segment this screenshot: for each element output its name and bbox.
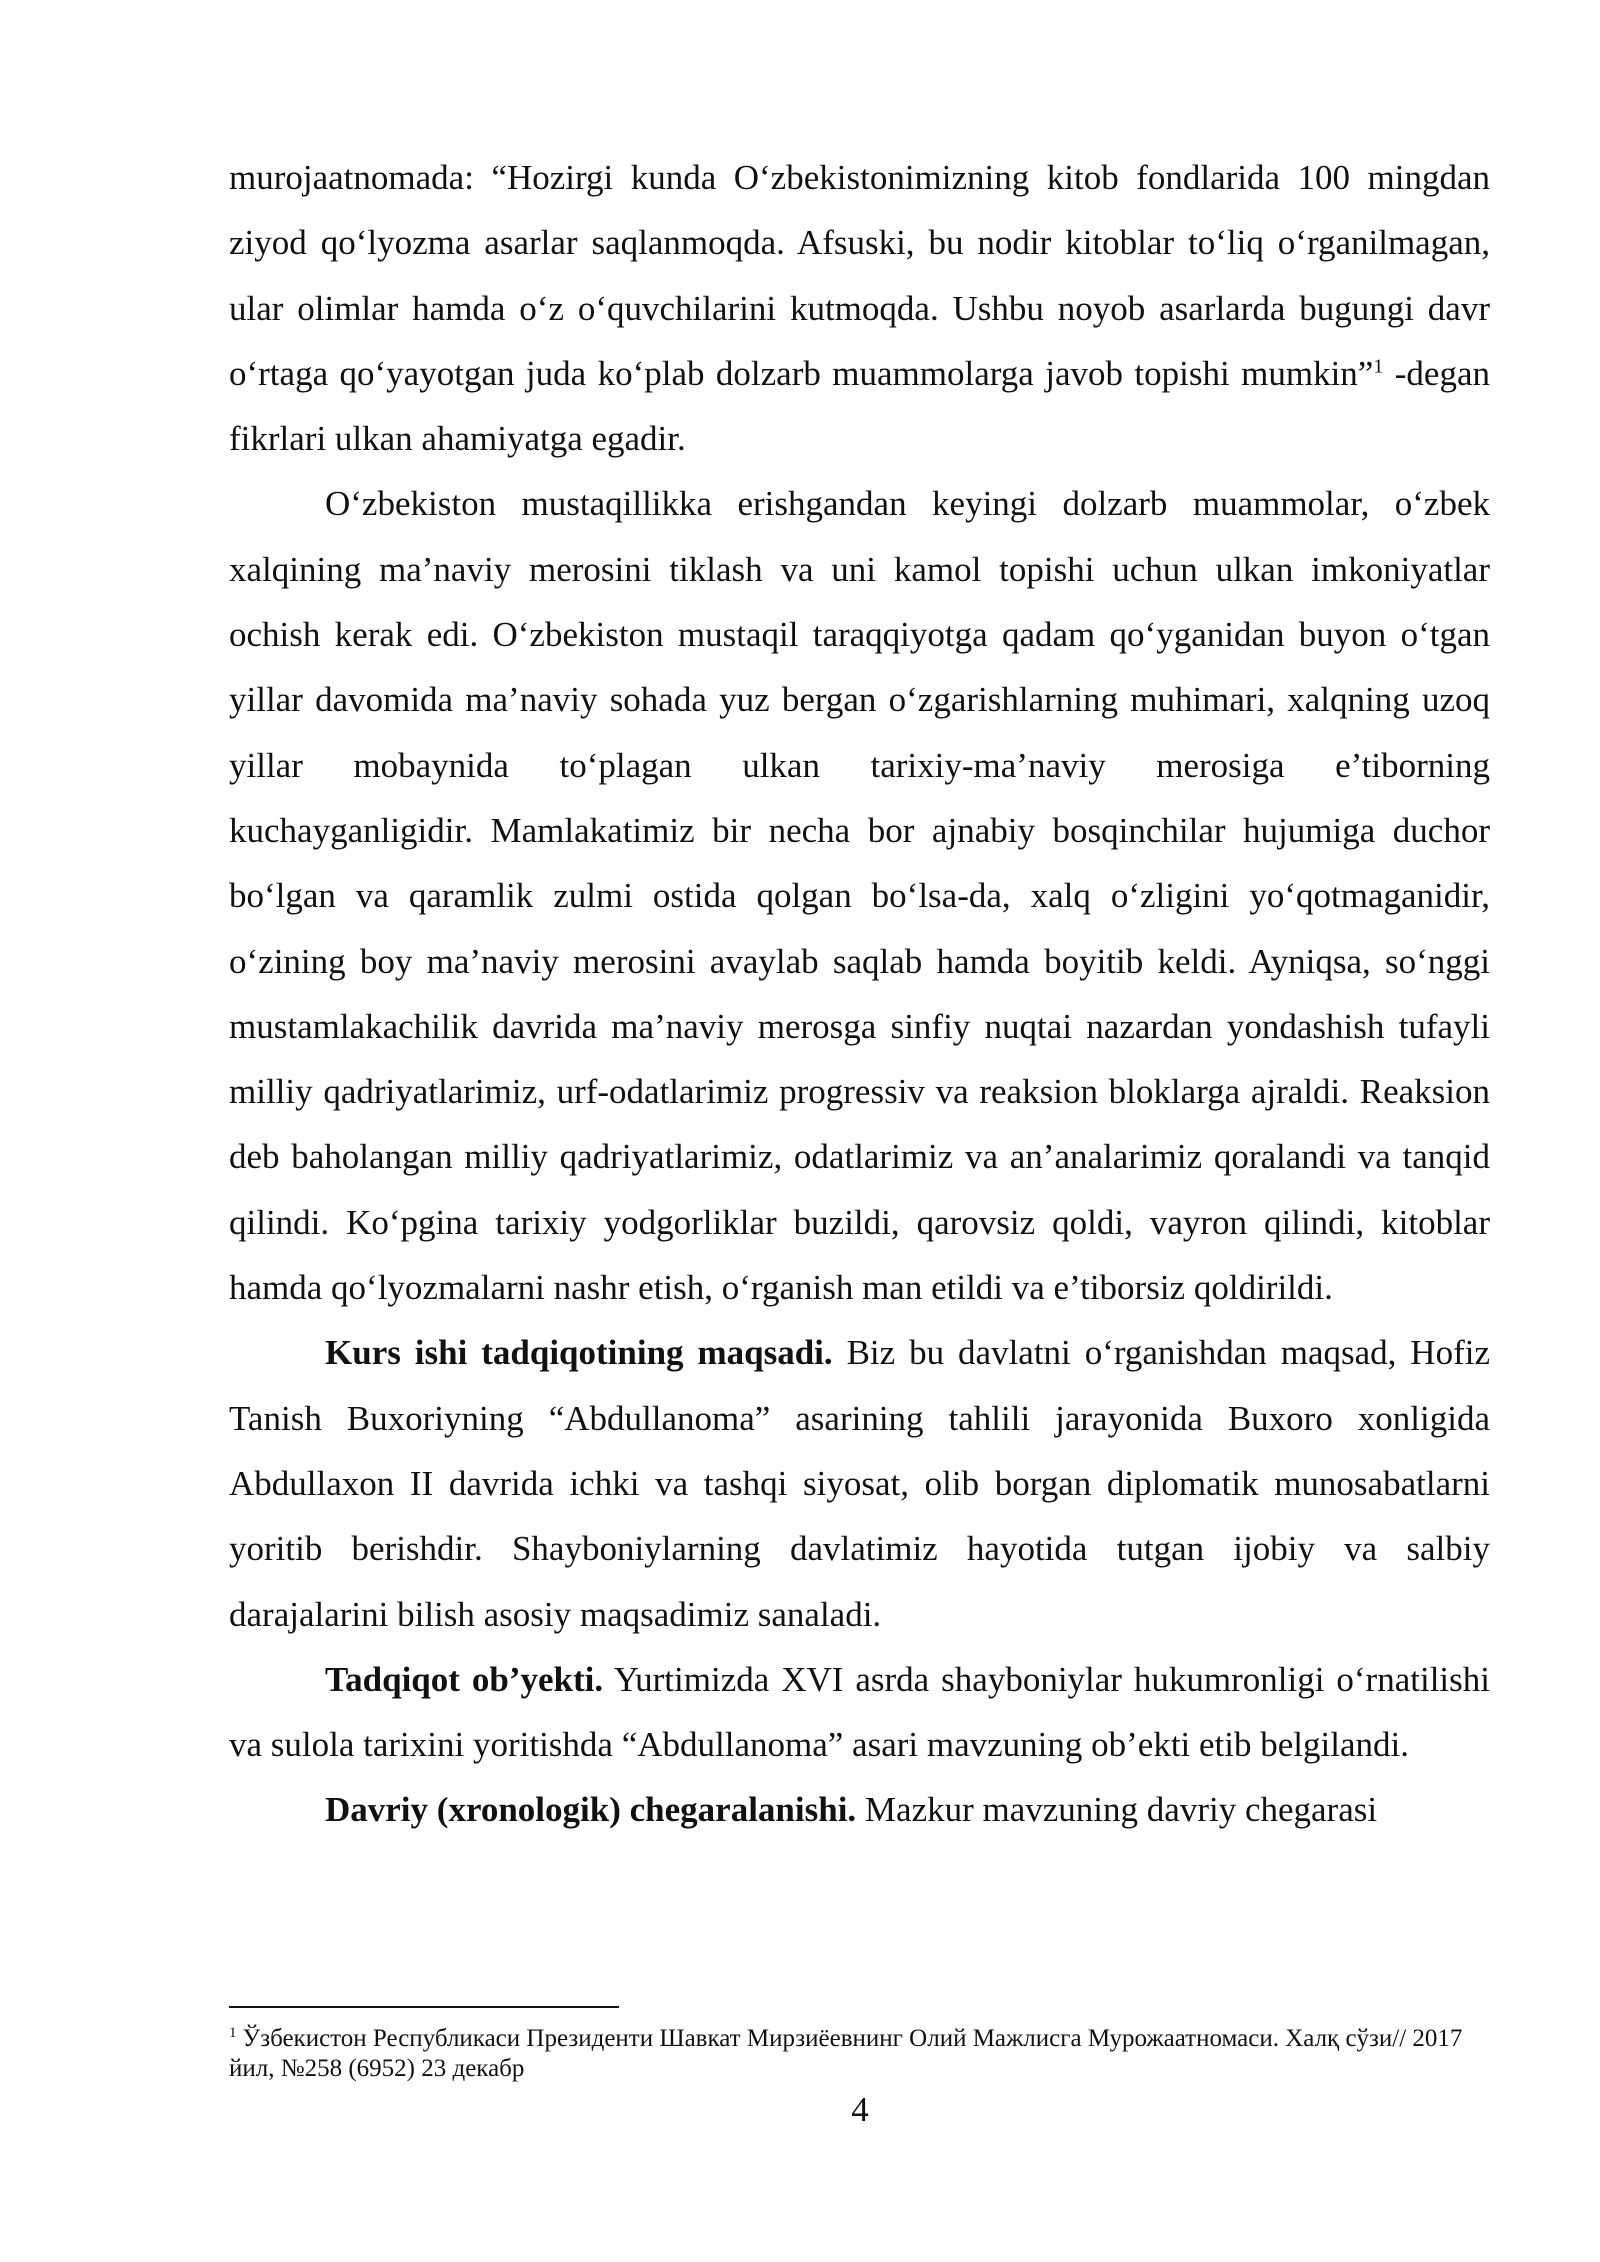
paragraph-heading: Kurs ishi tadqiqotining maqsadi. (325, 1333, 833, 1373)
paragraph-text: O‘zbekiston mustaqillikka erishgandan keyingi dolzarb muammolar, o‘zbek xalqining ma’naviy merosini tiklash va uni kamol topishi uchun ulkan imkoniyatlar ochish kerak edi. O‘zbekiston mustaqil taraqqiyotga qadam qo‘yganidan buyon o‘tgan yillar davomida ma’naviy sohada yuz bergan o‘zgarishlarning muhimari, xalqning uzoq yillar mobaynida to‘plagan ulkan tarixiy-ma’naviy merosiga e’tiborning kuchayganligidir. Mamlakatimiz bir necha bor ajnabiy bosqinchilar hujumiga duchor bo‘lgan va qaramlik zulmi ostida qolgan bo‘lsa-da, xalq o‘zligini yo‘qotmaganidir, o‘zining boy ma’naviy merosini avaylab saqlab hamda boyitib keldi. Ayniqsa, so‘nggi mustamlakachilik davrida ma’naviy merosga sinfiy nuqtai nazardan yondashish tufayli milliy qadriyatlarimiz, urf-odatlarimiz progressiv va reaksion bloklarga ajraldi. Reaksion deb baholangan milliy qadriyatlarimiz, odatlarimiz va an’analarimiz qoralandi va tanqid qilindi. Ko‘pgina tarixiy yodgorliklar buzildi, qarovsiz qoldi, vayron qilindi, kitoblar hamda qo‘lyozmalarni nashr etish, o‘rganish man etildi va e’tiborsiz qoldirildi. (229, 484, 1490, 1308)
paragraph-text: Mazkur mavzuning davriy chegarasi (856, 1790, 1378, 1830)
paragraph-text: Biz bu davlatni o‘rganishdan maqsad, Hofiz Tanish Buxoriyning “Abdullanoma” asarining tahlili jarayonida Buxoro xonligida Abdullaxon II davrida ichki va tashqi siyosat, olib borgan diplomatik munosabatlarni yoritib berishdir. Shayboniylarning davlatimiz hayotida tutgan ijobiy va salbiy darajalarini bilish asosiy maqsadimiz sanaladi. (229, 1333, 1490, 1634)
paragraph-heading: Davriy (xronologik) chegaralanishi. (325, 1790, 857, 1830)
footnote-text: Ўзбекистон Республикаси Президенти Шавкат Мирзиёевнинг Олий Мажлисга Мурожаатномаси. Халқ сўзи// 2017 йил, №258 (6952) 23 декабр (229, 2025, 1463, 2082)
paragraph-research-goal (229, 1320, 1490, 1646)
paragraph-text: Yurtimizda XVI asrda shayboniylar hukumronligi o‘rnatilishi va sulola tarixini yoritishda “Abdullanoma” asari mavzuning ob’ekti etib belgilandi. (229, 1659, 1490, 1765)
footnote-separator (229, 2006, 619, 2008)
footnote (229, 2024, 1490, 2084)
footnote-number: 1 (229, 2024, 237, 2041)
paragraph-continuation (229, 145, 1490, 471)
body-text (229, 145, 1490, 1843)
paragraph-text-after: -degan fikrlari ulkan ahamiyatga egadir. (229, 353, 1490, 459)
paragraph-heading: Tadqiqot ob’yekti. (325, 1659, 604, 1699)
paragraph-independence (229, 471, 1490, 1320)
page-number: 4 (851, 2090, 869, 2129)
paragraph-chronology (229, 1777, 1490, 1842)
footnote-reference[interactable]: 1 (1373, 355, 1384, 378)
paragraph-research-object (229, 1647, 1490, 1778)
paragraph-text: murojaatnomada: “Hozirgi kunda O‘zbekistonimizning kitob fondlarida 100 mingdan ziyod qo‘lyozma asarlar saqlanmoqda. Afsuski, bu nodir kitoblar to‘liq o‘rganilmagan, ular olimlar hamda o‘z o‘quvchilarini kutmoqda. Ushbu noyob asarlarda bugungi davr o‘rtaga qo‘yayotgan juda ko‘plab dolzarb muammolarga javob topishi mumkin” (229, 158, 1490, 393)
